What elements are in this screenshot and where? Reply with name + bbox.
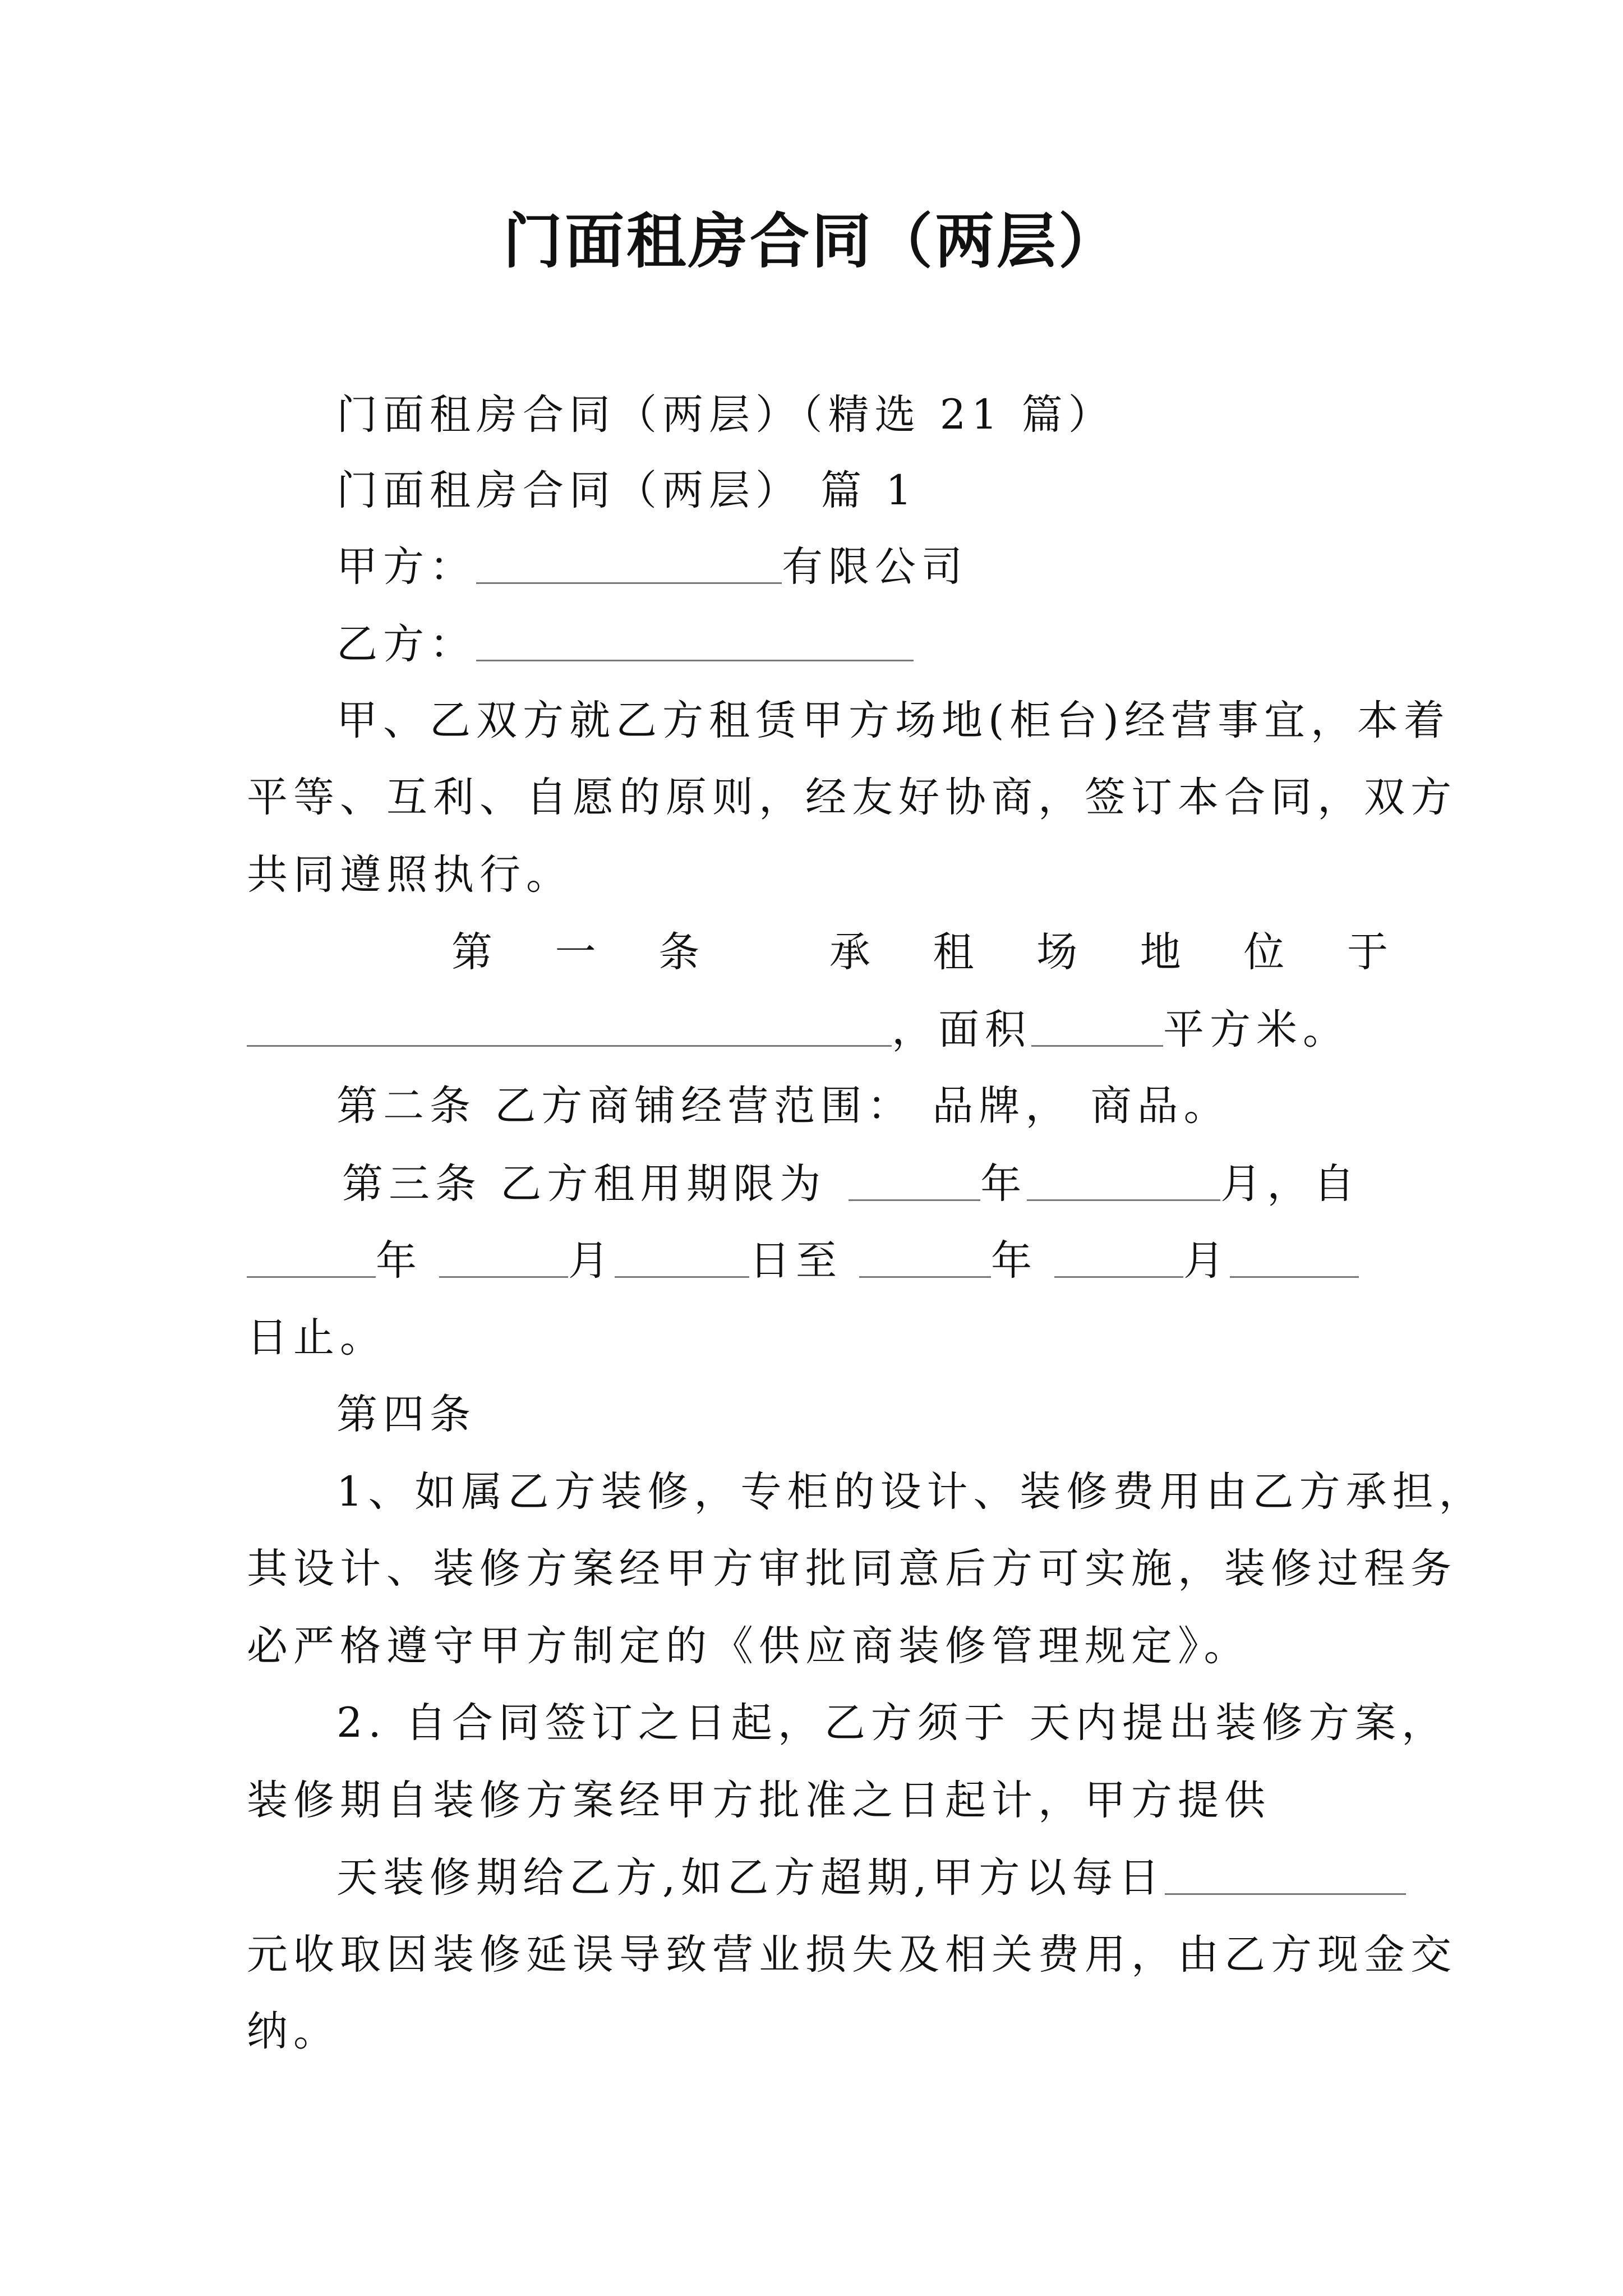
area-blank xyxy=(1031,1005,1163,1047)
party-b-line xyxy=(336,616,914,673)
year-blank xyxy=(849,1159,980,1201)
paragraph-line: 纳。 xyxy=(247,2008,340,2055)
article-three-line-1 xyxy=(342,1156,1360,1212)
article-four-heading: 第四条 xyxy=(336,1391,476,1438)
year-blank xyxy=(247,1236,376,1278)
spread-char: 条 xyxy=(658,928,700,976)
article-two: 第二条 乙方商铺经营范围： 品牌， 商品。 xyxy=(336,1082,1230,1130)
spread-char: 一 xyxy=(555,928,596,976)
paragraph-line: 必严格遵守甲方制定的《供应商装修管理规定》。 xyxy=(247,1622,1251,1670)
article-one-spread xyxy=(451,924,1388,981)
fee-line xyxy=(336,1849,1406,1906)
month-blank xyxy=(1027,1159,1220,1201)
party-a-blank xyxy=(476,542,782,584)
text-run: 年 xyxy=(980,1160,1027,1208)
area-unit: 平方米。 xyxy=(1163,1006,1349,1053)
paragraph-line: 2. 自合同签订之日起，乙方须于 天内提出装修方案， xyxy=(336,1699,1449,1747)
subtitle-line: 门面租房合同（两层）（精选 21 篇） xyxy=(336,391,1115,439)
spread-char: 地 xyxy=(1140,928,1181,976)
document-title: 门面租房合同（两层） xyxy=(503,206,1120,276)
spread-char: 第 xyxy=(451,928,492,976)
article-three-line-2 xyxy=(247,1232,1359,1289)
spread-char: 位 xyxy=(1243,928,1285,976)
text-run: 年 xyxy=(376,1237,422,1285)
text-run: 月，自 xyxy=(1220,1160,1361,1208)
party-a-line xyxy=(336,539,968,595)
paragraph-line: 日止。 xyxy=(247,1314,386,1361)
section-heading: 门面租房合同（两层） 篇 1 xyxy=(336,467,917,514)
text-run: 天装修期给乙方,如乙方超期,甲方以每日 xyxy=(336,1854,1165,1902)
text-run: 月 xyxy=(1183,1237,1230,1285)
paragraph-line: 元收取因装修延误导致营业损失及相关费用，由乙方现金交 xyxy=(247,1931,1457,1978)
area-label: ，面积 xyxy=(892,1006,1031,1053)
text-run: 月 xyxy=(568,1237,615,1285)
spread-char: 场 xyxy=(1036,928,1078,976)
paragraph-line: 平等、互利、自愿的原则，经友好协商，签订本合同，双方 xyxy=(247,774,1457,821)
text-run: 日至 xyxy=(749,1237,842,1285)
day-blank xyxy=(1230,1236,1359,1278)
text-run: 第三条 乙方租用期限为 xyxy=(342,1160,827,1208)
article-one-line-2 xyxy=(247,1001,1349,1058)
paragraph-line: 其设计、装修方案经甲方审批同意后方可实施，装修过程务 xyxy=(247,1545,1457,1593)
year-blank xyxy=(859,1236,991,1278)
party-a-label: 甲方： xyxy=(336,543,476,591)
month-blank xyxy=(1054,1236,1183,1278)
day-blank xyxy=(615,1236,749,1278)
paragraph-line: 装修期自装修方案经甲方批准之日起计，甲方提供 xyxy=(247,1777,1271,1824)
paragraph-line: 甲、乙双方就乙方租赁甲方场地(柜台)经营事宜，本着 xyxy=(336,697,1450,744)
party-a-suffix: 有限公司 xyxy=(782,543,968,591)
paragraph-line: 共同遵照执行。 xyxy=(247,851,573,899)
paragraph-line: 1、如属乙方装修，专柜的设计、装修费用由乙方承担， xyxy=(336,1468,1486,1516)
party-b-blank xyxy=(476,619,914,661)
text-run: 年 xyxy=(991,1237,1038,1285)
month-blank xyxy=(439,1236,568,1278)
spread-char: 租 xyxy=(933,928,974,976)
party-b-label: 乙方： xyxy=(336,620,476,668)
fee-blank xyxy=(1165,1853,1406,1895)
spread-char: 于 xyxy=(1347,928,1388,976)
location-blank xyxy=(247,1005,892,1047)
spread-char: 承 xyxy=(829,928,870,976)
